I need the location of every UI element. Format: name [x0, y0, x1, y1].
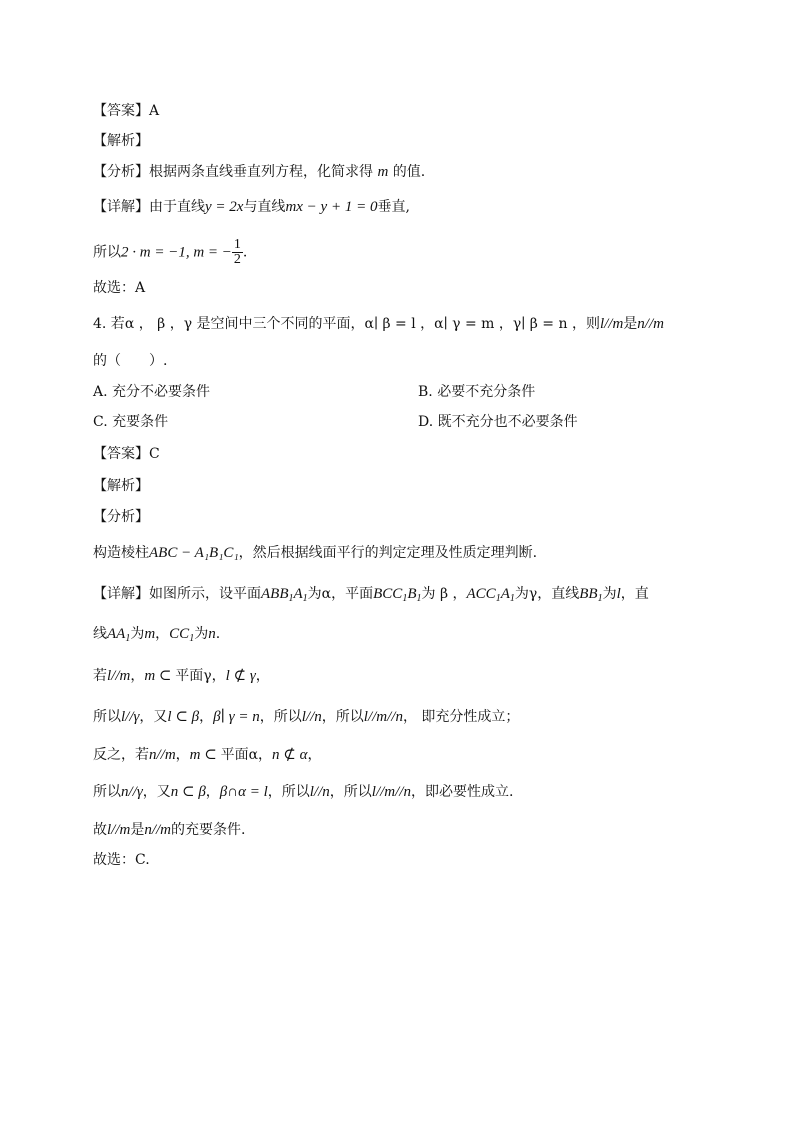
option-label: B. [418, 384, 433, 400]
fraction-denominator: 2 [233, 252, 241, 267]
text: ，所以 [267, 784, 310, 800]
guxuan-line-1 [93, 278, 145, 298]
answer-line-1 [93, 101, 159, 121]
jiexi-label [93, 131, 149, 151]
math: l//n [301, 709, 322, 725]
answer-label: 【答案】 [93, 446, 149, 462]
text: ， [205, 784, 220, 800]
math-line: $BB_1$ [579, 586, 603, 604]
fenxi-text-end: 的值. [392, 164, 426, 180]
math: β∣ γ = n [213, 709, 260, 725]
text: 为 β ， [421, 586, 467, 602]
text: 线 [93, 626, 107, 642]
option-a [93, 382, 210, 402]
math: β∩α = l [219, 784, 268, 800]
text: 为 [130, 626, 145, 642]
text: ，又 [142, 784, 171, 800]
text: ， [175, 747, 190, 763]
answer-value: A [149, 103, 160, 119]
math: l ⊂ β [167, 709, 200, 725]
xiangjie-label: 【详解】 [93, 586, 149, 602]
math: n//m [149, 747, 176, 763]
question-number: 4. 若 [93, 316, 125, 332]
math: n//γ [121, 784, 143, 800]
text: ， [130, 668, 145, 684]
jiexi-text: 【解析】 [93, 478, 149, 494]
text: 是 [130, 822, 145, 838]
option-text: 必要不充分条件 [437, 384, 536, 400]
text: . [215, 626, 221, 642]
text: 为 [194, 626, 209, 642]
ruo-line-1 [93, 666, 270, 686]
xiangjie-line-1 [93, 197, 410, 217]
period: . [242, 244, 248, 261]
text: ， [155, 626, 170, 642]
math-prism: ABC − A₁B₁C₁ [149, 545, 239, 561]
text: ，直 [620, 586, 649, 602]
guxuan-text: 故选：C. [93, 852, 150, 868]
text: 所以 [93, 784, 121, 800]
text: 为α，平面 [307, 586, 374, 602]
text: 为 [602, 586, 617, 602]
text: 所以 [93, 244, 121, 261]
math: l//m [107, 668, 131, 684]
text: 所以 [93, 709, 121, 725]
math-line: $AA_1$ [107, 626, 131, 644]
option-label: C. [93, 414, 108, 430]
question-text: α ， β ，γ 是空间中三个不同的平面，α∣ β = l ，α∣ γ = m ，γ∣ β = n ，则 [124, 316, 600, 332]
text: 若 [93, 668, 107, 684]
fenxi-label: 【分析】 [93, 164, 149, 180]
suoyi-line-1 [93, 707, 519, 727]
equation: mx − y + 1 = 0 [285, 199, 378, 215]
option-text: 充要条件 [112, 414, 169, 430]
gu-line [93, 820, 245, 840]
xiangjie-line-2 [93, 238, 247, 267]
xiangjie-text: 垂直, [377, 199, 410, 215]
fraction-numerator: 1 [233, 237, 241, 252]
text: 平面γ， [175, 668, 226, 684]
question-4-stem-end [93, 351, 167, 371]
math: l//m//n [371, 784, 411, 800]
answer-label: 【答案】 [93, 103, 149, 119]
math: m ⊂ [144, 668, 176, 684]
equation: y = 2x [205, 199, 244, 215]
math: l//n [309, 784, 330, 800]
fenxi-label: 【分析】 [93, 509, 149, 525]
text: ，又 [139, 709, 168, 725]
math: l//γ [121, 709, 140, 725]
option-c [93, 412, 168, 432]
math-cond: n//m [637, 316, 664, 332]
text: ，即必要性成立. [410, 784, 514, 800]
math-cond: l//m [599, 316, 624, 332]
math: n ⊂ β [170, 784, 206, 800]
math-var: m [144, 626, 156, 642]
text: ， [307, 747, 322, 763]
math: l ⊄ γ [225, 668, 256, 684]
math: m ⊂ [189, 747, 221, 763]
fenxi-line-1 [93, 162, 425, 182]
guxuan-text: 故选：A [93, 280, 146, 296]
text: 为γ，直线 [514, 586, 580, 602]
xiangjie-label: 【详解】 [93, 199, 149, 215]
option-text: 既不充分也不必要条件 [437, 414, 578, 430]
fenxi-label-2 [93, 507, 149, 527]
equation: 2 · m = −1, m = − [121, 244, 232, 261]
text: ，然后根据线面平行的判定定理及性质定理判断. [238, 545, 538, 561]
construct-line [93, 543, 537, 563]
option-label: D. [418, 414, 434, 430]
math-plane: $BCC_1B_1$ [373, 586, 422, 604]
text: ， [255, 668, 270, 684]
fanzhi-line [93, 745, 322, 765]
xiangjie-line-b2 [93, 624, 220, 644]
text: 构造棱柱 [93, 545, 149, 561]
answer-value: C [149, 446, 160, 462]
option-label: A. [93, 384, 108, 400]
math-line: $CC_1$ [169, 626, 195, 644]
text: 的充要条件. [171, 822, 246, 838]
text: 如图所示，设平面 [149, 586, 261, 602]
xiangjie-text: 由于直线 [149, 199, 205, 215]
option-b [418, 382, 535, 402]
question-text: 的（ ）. [93, 353, 168, 369]
math-plane: $ABB_1A_1$ [261, 586, 308, 604]
xiangjie-line-b1 [93, 584, 649, 604]
math-var: n [208, 626, 216, 642]
math-var: l [616, 586, 621, 602]
jiexi-text: 【解析】 [93, 133, 149, 149]
answer-line-2 [93, 444, 160, 464]
math: l//m//n [363, 709, 403, 725]
xiangjie-text: 与直线 [243, 199, 286, 215]
option-d [418, 412, 578, 432]
jiexi-label-2 [93, 476, 149, 496]
text: ，所以 [259, 709, 302, 725]
option-text: 充分不必要条件 [112, 384, 211, 400]
text: 平面α， [220, 747, 273, 763]
question-text: 是 [623, 316, 638, 332]
math: l//m [107, 822, 131, 838]
text: ， 即充分性成立； [402, 709, 520, 725]
text: ，所以 [321, 709, 364, 725]
math-var: m [377, 164, 389, 180]
fenxi-text: 根据两条直线垂直列方程，化简求得 [149, 164, 373, 180]
guxuan-line-2 [93, 850, 150, 870]
text: 故 [93, 822, 107, 838]
text: 反之，若 [93, 747, 149, 763]
fraction [232, 238, 243, 267]
math-plane: $ACC_1A_1$ [466, 586, 515, 604]
question-4-stem [93, 314, 664, 334]
math: n//m [144, 822, 172, 838]
math: n ⊄ α [272, 747, 308, 763]
text: ，所以 [329, 784, 372, 800]
suoyi-line-2 [93, 782, 513, 802]
text: ， [199, 709, 214, 725]
